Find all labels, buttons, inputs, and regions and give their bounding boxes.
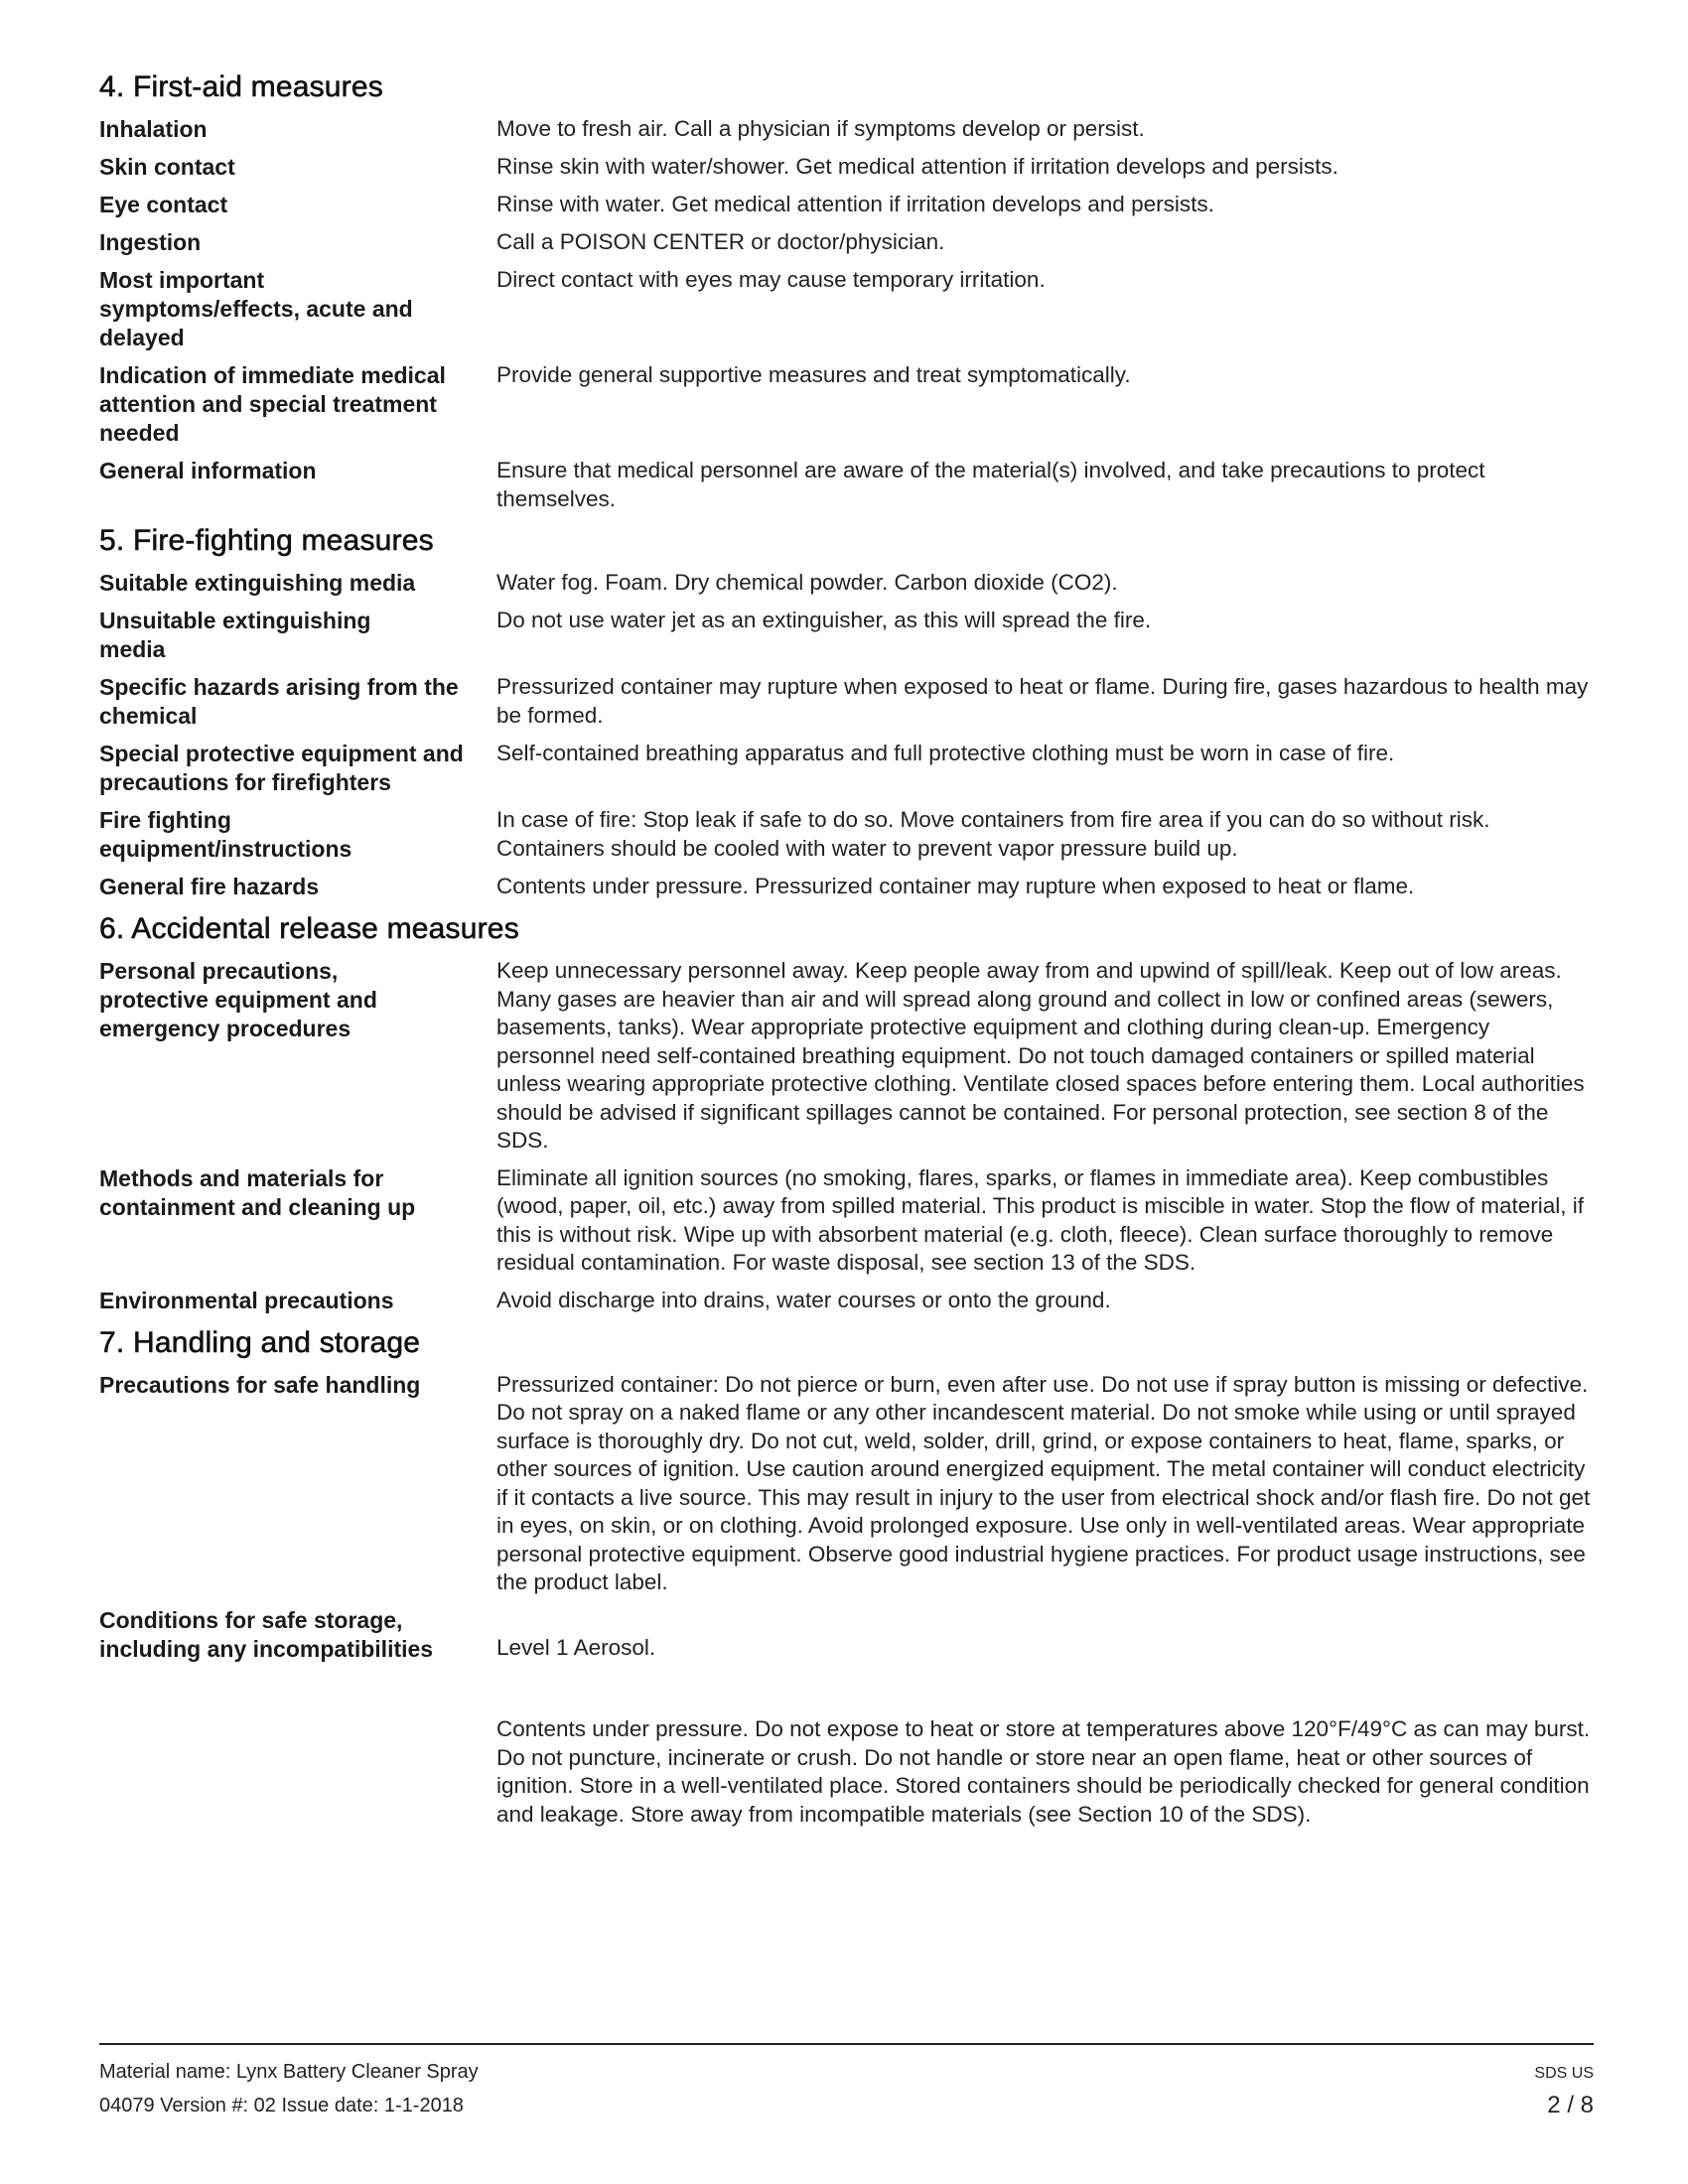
field-label: Eye contact bbox=[99, 192, 228, 217]
section-first-aid bbox=[99, 69, 1594, 513]
field-value: In case of fire: Stop leak if safe to do so. Move containers from fire area if you can do so without risk. Containers should be cooled with water to prevent vapor pressure build up. bbox=[496, 807, 1490, 861]
field-row bbox=[99, 569, 1594, 598]
field-value: Rinse with water. Get medical attention if irritation develops and persists. bbox=[496, 192, 1214, 216]
field-row bbox=[99, 673, 1594, 731]
field-row bbox=[99, 957, 1594, 1156]
field-row bbox=[99, 607, 1594, 664]
field-row bbox=[99, 740, 1594, 797]
section-title: 4. First-aid measures bbox=[99, 70, 383, 103]
field-value: Pressurized container may rupture when exposed to heat or flame. During fire, gases hazardous to health may be formed. bbox=[496, 674, 1589, 728]
field-label: Fire fighting equipment/instructions bbox=[99, 807, 352, 862]
field-value-paragraph: Contents under pressure. Do not expose to heat or store at temperatures above 120°F/49°C as can may burst. Do not puncture, incinerate or crush. Do not handle or store near an open flame, heat or other sources of ignition. Store in a well-ventilated place. Stored containers should be periodically checked for general condition and leakage. Store away from incompatible materials (see Section 10 of the SDS). bbox=[496, 1716, 1591, 1827]
section-accidental-release bbox=[99, 911, 1594, 1315]
field-value: Move to fresh air. Call a physician if symptoms develop or persist. bbox=[496, 116, 1145, 141]
field-value: Self-contained breathing apparatus and full protective clothing must be worn in case of fire. bbox=[496, 741, 1395, 765]
field-label: General information bbox=[99, 458, 317, 483]
field-row bbox=[99, 266, 1594, 352]
field-row bbox=[99, 361, 1594, 448]
field-value: Avoid discharge into drains, water courses or onto the ground. bbox=[496, 1287, 1111, 1312]
page-number: 2 / 8 bbox=[1547, 2092, 1594, 2118]
field-row bbox=[99, 1164, 1594, 1278]
field-label: Inhalation bbox=[99, 116, 208, 142]
field-row bbox=[99, 191, 1594, 219]
field-row bbox=[99, 806, 1594, 864]
sds-page bbox=[99, 69, 1594, 1867]
field-label: Environmental precautions bbox=[99, 1287, 394, 1313]
section-title: 6. Accidental release measures bbox=[99, 912, 519, 945]
field-row bbox=[99, 1606, 1594, 1857]
field-value: Pressurized container: Do not pierce or burn, even after use. Do not use if spray button is missing or defective. Do not spray on a naked flame or any other incandescent material. Do not smoke while using or until sprayed surface is thoroughly dry. Do not cut, weld, solder, drill, grind, or expose containers to heat, flame, sparks, or other sources of ignition. Use caution around energized equipment. The metal container will conduct electricity if it contacts a live source. This may result in injury to the user from electrical shock and/or flash fire. Do not get in eyes, on skin, or on clothing. Avoid prolonged exposure. Use only in well-ventilated areas. Wear appropriate personal protective equipment. Observe good industrial hygiene practices. For product usage instructions, see the product label. bbox=[496, 1371, 1591, 1594]
field-label: General fire hazards bbox=[99, 874, 320, 899]
material-name: Material name: Lynx Battery Cleaner Spray bbox=[99, 2061, 479, 2083]
field-label: Unsuitable extinguishing media bbox=[99, 608, 371, 662]
field-value bbox=[496, 1606, 1594, 1857]
field-value: Call a POISON CENTER or doctor/physician. bbox=[496, 229, 945, 254]
version-line: 04079 Version #: 02 Issue date: 1-1-2018 bbox=[99, 2095, 464, 2116]
field-label: Special protective equipment and precautions for firefighters bbox=[99, 741, 464, 795]
field-label: Specific hazards arising from the chemical bbox=[99, 674, 459, 729]
field-value: Provide general supportive measures and treat symptomatically. bbox=[496, 362, 1131, 387]
section-fire-fighting bbox=[99, 523, 1594, 901]
section-title: 7. Handling and storage bbox=[99, 1325, 421, 1359]
page-footer bbox=[99, 2043, 1594, 2122]
section-title: 5. Fire-fighting measures bbox=[99, 524, 434, 557]
field-label: Indication of immediate medical attention and special treatment needed bbox=[99, 362, 446, 446]
field-value: Direct contact with eyes may cause temporary irritation. bbox=[496, 267, 1046, 292]
field-row bbox=[99, 1371, 1594, 1597]
field-label: Suitable extinguishing media bbox=[99, 570, 416, 596]
field-value: Contents under pressure. Pressurized container may rupture when exposed to heat or flame. bbox=[496, 874, 1415, 898]
field-row bbox=[99, 873, 1594, 901]
field-row bbox=[99, 153, 1594, 182]
field-value: Do not use water jet as an extinguisher, as this will spread the fire. bbox=[496, 608, 1152, 632]
field-value: Rinse skin with water/shower. Get medical attention if irritation develops and persists. bbox=[496, 154, 1338, 179]
field-label: Ingestion bbox=[99, 229, 202, 255]
section-handling-storage bbox=[99, 1325, 1594, 1857]
field-value: Ensure that medical personnel are aware of the material(s) involved, and take precautions to protect themselves. bbox=[496, 458, 1485, 511]
field-value-paragraph: Level 1 Aerosol. bbox=[496, 1635, 656, 1660]
field-row bbox=[99, 457, 1594, 513]
sds-label: SDS US bbox=[1534, 2065, 1594, 2082]
field-label: Personal precautions, protective equipment and emergency procedures bbox=[99, 958, 377, 1041]
field-value: Water fog. Foam. Dry chemical powder. Carbon dioxide (CO2). bbox=[496, 570, 1118, 595]
field-value: Keep unnecessary personnel away. Keep people away from and upwind of spill/leak. Keep out of low areas. Many gases are heavier than air and will spread along ground and collect in low or confined areas (sewers, basements, tanks). Wear appropriate protective equipment and clothing during clean-up. Emergency personnel need self-contained breathing equipment. Do not touch damaged containers or spilled material unless wearing appropriate protective clothing. Ventilate closed spaces before entering them. Local authorities should be advised if significant spillages cannot be contained. For personal protection, see section 8 of the SDS. bbox=[496, 958, 1585, 1153]
field-label: Conditions for safe storage, including any incompatibilities bbox=[99, 1606, 434, 1662]
field-row bbox=[99, 115, 1594, 144]
field-label: Skin contact bbox=[99, 154, 235, 180]
field-label: Most important symptoms/effects, acute and delayed bbox=[99, 267, 413, 350]
field-row bbox=[99, 1287, 1594, 1315]
field-value: Eliminate all ignition sources (no smoking, flares, sparks, or flames in immediate area). Keep combustibles (wood, paper, oil, etc.) away from spilled material. This product is miscible in water. Stop the flow of material, if this is without risk. Wipe up with absorbent material (e.g. cloth, fleece). Clean surface thoroughly to remove residual contamination. For waste disposal, see section 13 of the SDS. bbox=[496, 1164, 1585, 1275]
field-label: Methods and materials for containment and cleaning up bbox=[99, 1164, 416, 1220]
field-label: Precautions for safe handling bbox=[99, 1371, 421, 1398]
field-row bbox=[99, 228, 1594, 257]
